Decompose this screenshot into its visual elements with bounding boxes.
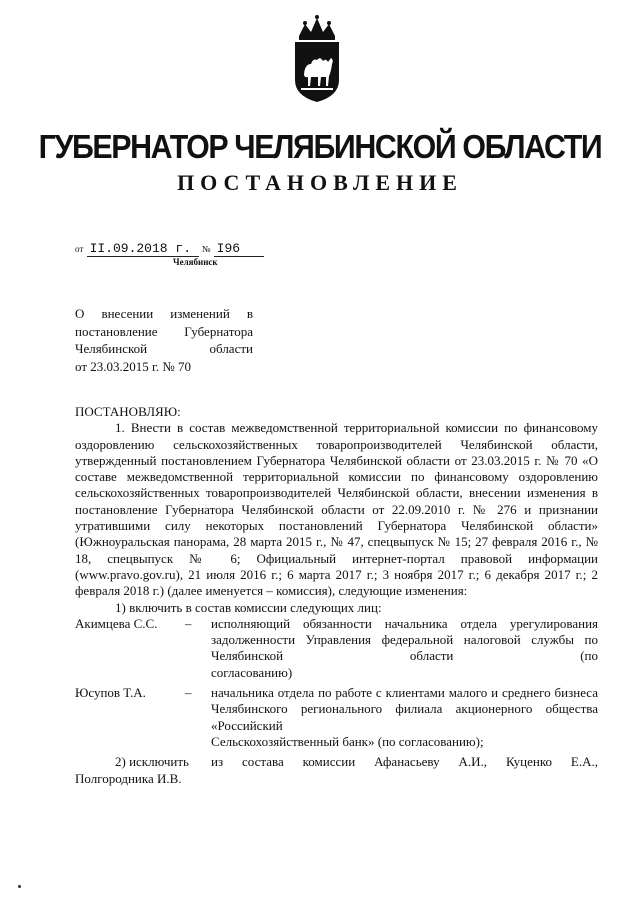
- member-name: Юсупов Т.А.: [75, 685, 146, 701]
- document-meta: [75, 240, 264, 257]
- item-1: 1) включить в состав комиссии следующих лиц:: [115, 599, 382, 615]
- paragraph-1: 1. Внести в состав межведомственной территориальной комиссии по финансовому оздоровлению сельскохозяйственных товаропроизводителей Челябинской области, утвержденный постановлением Губернатора Челябинской области от 23.03.2015 г. № 70 «О составе межведомственной территориальной комиссии по финансовому оздоровлению сельскохозяйственных товаропроизводителей Челябинской области, внесении изменения в постановление Губернатора Челябинской области от 22.09.2010 г. № 276 и признании утратившими силу некоторых постановлений Губернатора Челябинской области» (Южноуральская панорама, 28 марта 2015 г., № 47, спецвыпуск № 15; 27 февраля 2016 г., № 18, спецвыпуск № 6; Официальный интернет-портал правовой информации (www.pravo.gov.ru), 21 июля 2016 г.; 6 марта 2017 г.; 3 ноября 2017 г.; 6 декабря 2017 г.; 2 февраля 2018 г.) (далее именуется – комиссия), следующие изменения:: [75, 420, 598, 599]
- issuer-title: ГУБЕРНАТОР ЧЕЛЯБИНСКОЙ ОБЛАСТИ: [38, 128, 602, 165]
- document-subject: [75, 305, 253, 375]
- subject-line: от 23.03.2015 г. № 70: [75, 358, 192, 374]
- item-2-lead: 2) исключить: [115, 754, 189, 770]
- document-type: ПОСТАНОВЛЕНИЕ: [177, 170, 463, 195]
- subject-line: постановление Губернатора: [75, 323, 253, 339]
- item-2-continuation: Полгородника И.В.: [75, 770, 182, 786]
- subject-line: Челябинской области: [75, 341, 253, 356]
- date-label: от: [75, 244, 84, 254]
- city-name: Челябинск: [173, 257, 218, 267]
- resolve-heading: ПОСТАНОВЛЯЮ:: [75, 404, 181, 419]
- document-date: II.09.2018 г.: [87, 241, 199, 257]
- member-description-text: начальника отдела по работе с клиентами малого и среднего бизнеса Челябинского регионального филиала акционерного общества «Российский: [211, 685, 598, 733]
- document-number: I96: [214, 241, 264, 257]
- member-entry: [75, 685, 598, 750]
- item-2: [75, 754, 598, 770]
- number-label: №: [201, 244, 211, 254]
- member-description-end: Сельскохозяйственный банк» (по согласованию);: [211, 733, 484, 749]
- document-body: [75, 404, 598, 787]
- member-description: [211, 685, 598, 750]
- member-dash: –: [185, 685, 192, 701]
- item-2-text: из состава комиссии Афанасьеву А.И., Куценко Е.А.,: [211, 754, 598, 770]
- chelyabinsk-coat-of-arms-icon: [291, 14, 343, 104]
- member-name: Акимцева С.С.: [75, 615, 158, 631]
- member-description-text: исполняющий обязанности начальника отдела урегулирования задолженности Управления федеральной налоговой службы по Челябинской области (по: [211, 615, 598, 664]
- member-description: [211, 616, 598, 681]
- member-dash: –: [185, 615, 192, 631]
- member-description-end: согласованию): [211, 664, 293, 680]
- subject-line: О внесении изменений в: [75, 306, 253, 321]
- scan-speck: [18, 885, 21, 888]
- member-entry: [75, 616, 598, 681]
